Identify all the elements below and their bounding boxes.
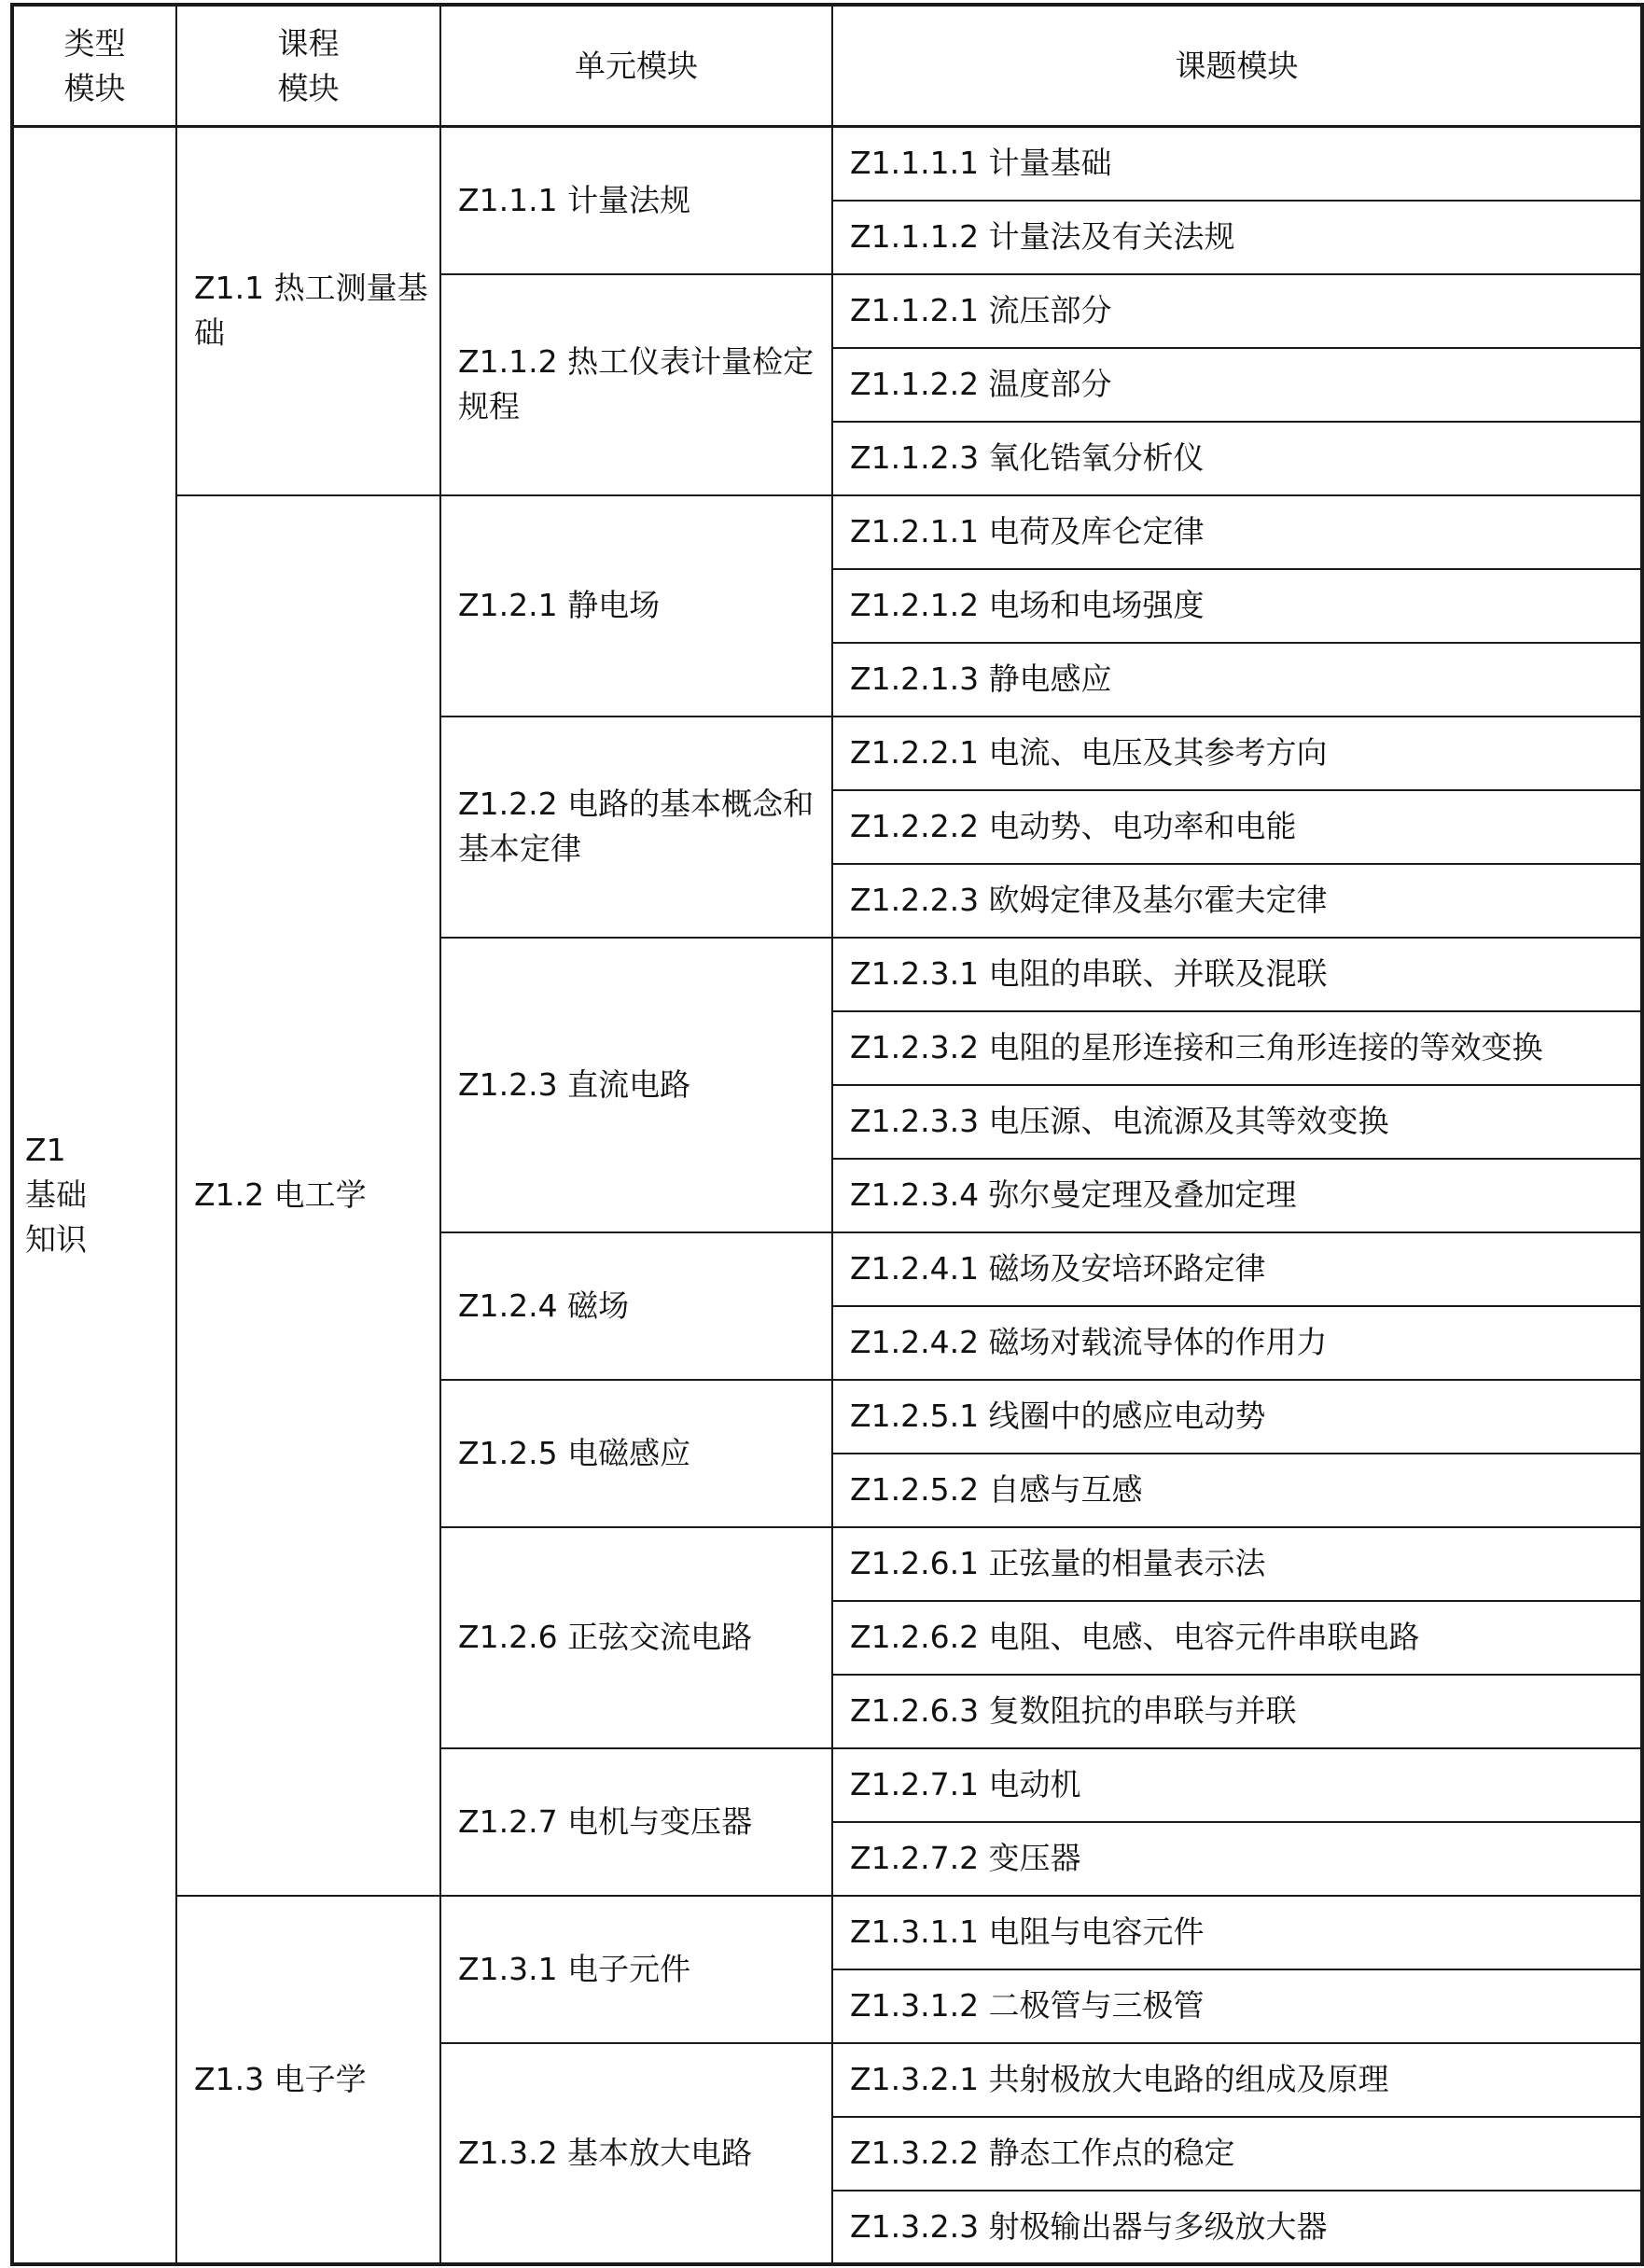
topic-cell: Z1.2.5.1 线圈中的感应电动势 — [832, 1380, 1642, 1454]
course-cell: Z1.2 电工学 — [176, 495, 440, 1896]
table-header — [12, 5, 1642, 127]
course-cell: Z1.1 热工测量基础 — [176, 127, 440, 495]
header-course-line2: 模块 — [277, 69, 340, 106]
topic-cell: Z1.2.6.3 复数阻抗的串联与并联 — [832, 1675, 1642, 1748]
topic-cell: Z1.1.1.1 计量基础 — [832, 127, 1642, 201]
table-row — [12, 127, 1642, 201]
header-type-line2: 模块 — [63, 69, 126, 106]
table-row — [12, 495, 1642, 569]
unit-cell: Z1.2.7 电机与变压器 — [440, 1748, 832, 1896]
topic-cell: Z1.3.1.2 二极管与三极管 — [832, 1969, 1642, 2043]
type-module-cell — [12, 127, 176, 2264]
topic-cell: Z1.3.2.1 共射极放大电路的组成及原理 — [832, 2043, 1642, 2117]
topic-cell: Z1.2.3.3 电压源、电流源及其等效变换 — [832, 1085, 1642, 1159]
table-body — [12, 127, 1642, 2264]
unit-cell: Z1.3.1 电子元件 — [440, 1896, 832, 2043]
topic-cell: Z1.2.4.2 磁场对载流导体的作用力 — [832, 1306, 1642, 1380]
topic-cell: Z1.2.4.1 磁场及安培环路定律 — [832, 1232, 1642, 1306]
unit-cell: Z1.1.2 热工仪表计量检定规程 — [440, 274, 832, 495]
unit-cell: Z1.2.2 电路的基本概念和基本定律 — [440, 717, 832, 938]
type-module-line3: 知识 — [25, 1220, 87, 1258]
unit-cell: Z1.2.6 正弦交流电路 — [440, 1527, 832, 1748]
unit-cell: Z1.2.3 直流电路 — [440, 938, 832, 1232]
topic-cell: Z1.2.6.1 正弦量的相量表示法 — [832, 1527, 1642, 1601]
topic-cell: Z1.1.2.3 氧化锆氧分析仪 — [832, 422, 1642, 495]
header-course-line1: 课程 — [277, 24, 340, 62]
unit-cell: Z1.2.5 电磁感应 — [440, 1380, 832, 1527]
topic-cell: Z1.2.5.2 自感与互感 — [832, 1454, 1642, 1527]
topic-cell: Z1.2.1.2 电场和电场强度 — [832, 569, 1642, 643]
topic-cell: Z1.1.2.1 流压部分 — [832, 274, 1642, 348]
topic-cell: Z1.2.3.1 电阻的串联、并联及混联 — [832, 938, 1642, 1011]
header-row — [12, 5, 1642, 127]
topic-cell: Z1.2.2.2 电动势、电功率和电能 — [832, 790, 1642, 864]
unit-cell: Z1.1.1 计量法规 — [440, 127, 832, 274]
unit-cell: Z1.2.4 磁场 — [440, 1232, 832, 1380]
topic-cell: Z1.2.1.3 静电感应 — [832, 643, 1642, 717]
type-module-line1: Z1 — [25, 1131, 66, 1168]
topic-cell: Z1.2.3.2 电阻的星形连接和三角形连接的等效变换 — [832, 1011, 1642, 1085]
topic-cell: Z1.2.6.2 电阻、电感、电容元件串联电路 — [832, 1601, 1642, 1675]
table-row — [12, 1896, 1642, 1969]
unit-cell: Z1.3.2 基本放大电路 — [440, 2043, 832, 2264]
header-course-module — [176, 5, 440, 127]
topic-cell: Z1.2.7.1 电动机 — [832, 1748, 1642, 1822]
topic-cell: Z1.2.7.2 变压器 — [832, 1822, 1642, 1896]
header-type-line1: 类型 — [63, 24, 126, 62]
header-unit-module: 单元模块 — [440, 5, 832, 127]
topic-cell: Z1.2.3.4 弥尔曼定理及叠加定理 — [832, 1159, 1642, 1232]
header-type-module — [12, 5, 176, 127]
topic-cell: Z1.2.2.1 电流、电压及其参考方向 — [832, 717, 1642, 790]
course-cell: Z1.3 电子学 — [176, 1896, 440, 2264]
topic-cell: Z1.1.2.2 温度部分 — [832, 348, 1642, 422]
topic-cell: Z1.2.1.1 电荷及库仑定律 — [832, 495, 1642, 569]
topic-cell: Z1.2.2.3 欧姆定律及基尔霍夫定律 — [832, 864, 1642, 938]
type-module-line2: 基础 — [25, 1176, 87, 1213]
topic-cell: Z1.3.2.3 射极输出器与多级放大器 — [832, 2191, 1642, 2264]
unit-cell: Z1.2.1 静电场 — [440, 495, 832, 717]
module-table — [10, 3, 1644, 2266]
topic-cell: Z1.3.1.1 电阻与电容元件 — [832, 1896, 1642, 1969]
topic-cell: Z1.3.2.2 静态工作点的稳定 — [832, 2117, 1642, 2191]
topic-cell: Z1.1.1.2 计量法及有关法规 — [832, 201, 1642, 274]
header-topic-module: 课题模块 — [832, 5, 1642, 127]
